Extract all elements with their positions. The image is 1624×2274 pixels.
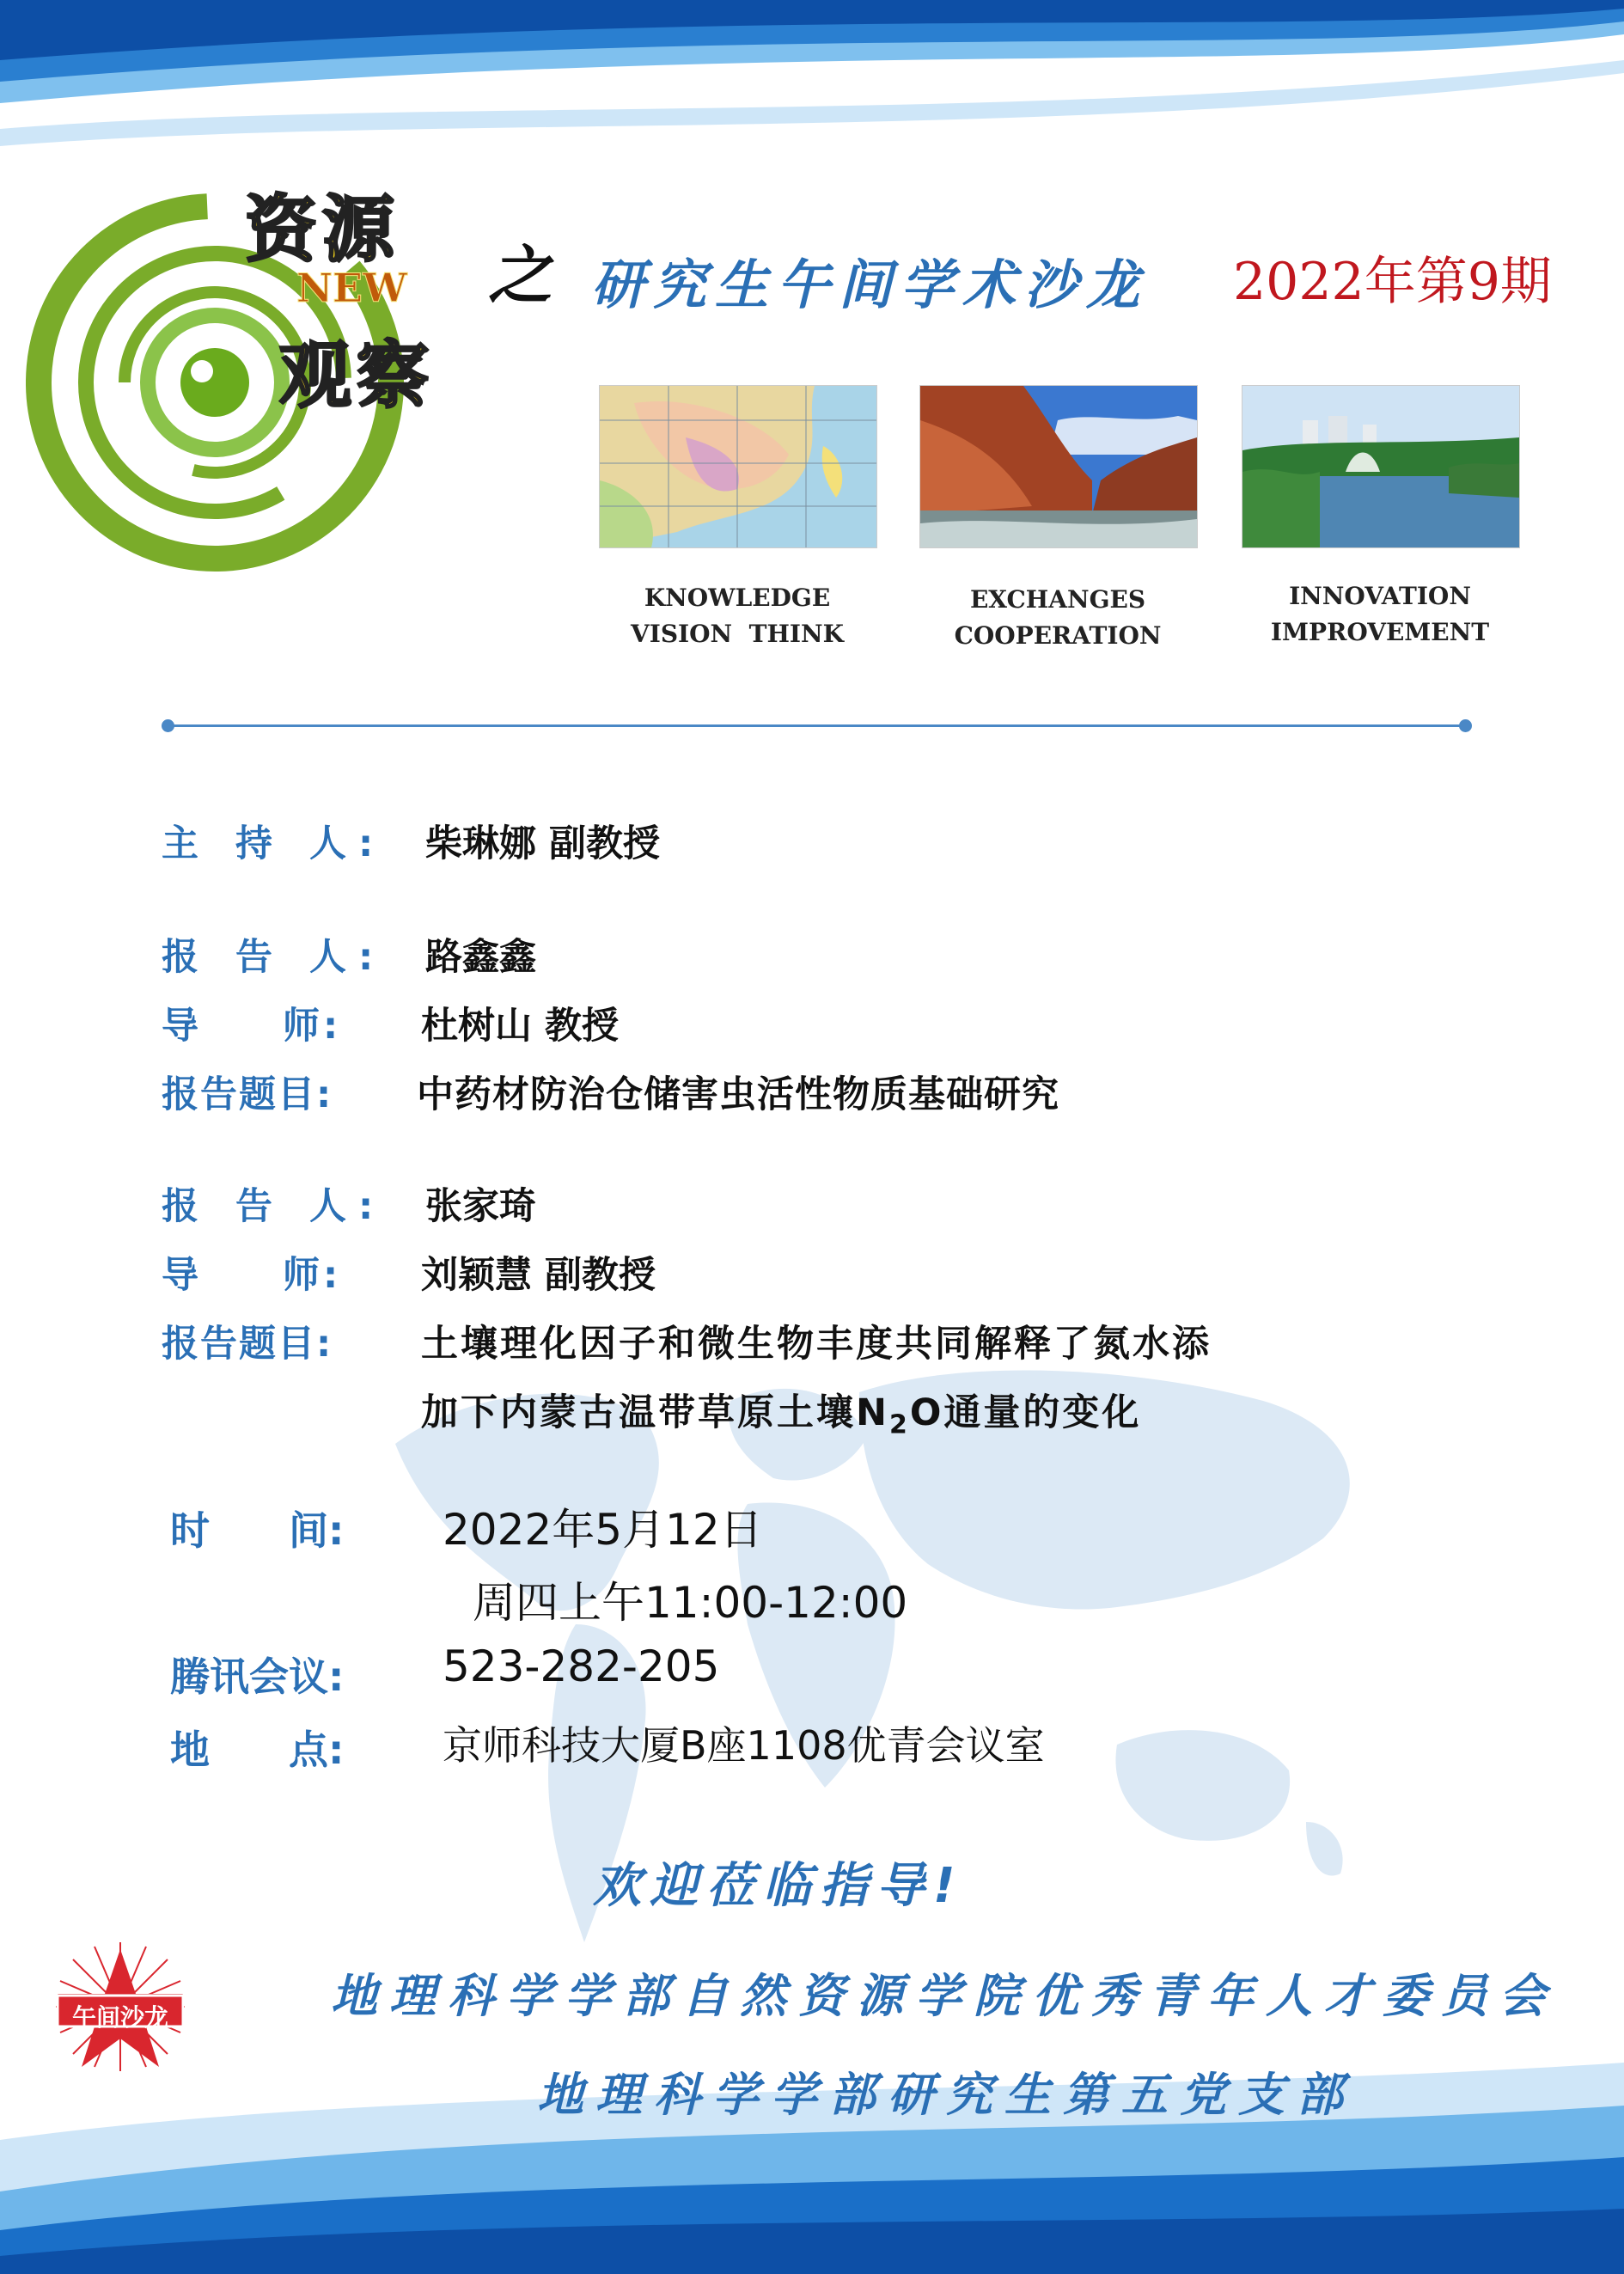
organizer-line-1: 地理科学学部自然资源学院优秀青年人才委员会	[331, 1969, 1558, 2023]
topic-line2-part-b: O通量的变化	[909, 1391, 1142, 1434]
place-value: 京师科技大厦B座1108优青会议室	[443, 1722, 1045, 1769]
divider-dot-left	[162, 719, 174, 732]
time-date: 2022年5月12日	[443, 1505, 763, 1555]
topic-text-line2	[421, 1384, 1141, 1440]
caption-knowledge	[599, 580, 876, 652]
organizer-line-2: 地理科学学部研究生第五党支部	[537, 2068, 1355, 2122]
caption-line: COOPERATION	[954, 621, 1162, 650]
reporter-name: 张家琦	[425, 1185, 536, 1228]
topic-label: 报告题目:	[162, 1323, 333, 1366]
caption-innovation	[1242, 578, 1518, 651]
salon-stamp	[47, 1934, 193, 2080]
top-wave-banner	[0, 0, 1624, 180]
advisor-label: 导 师:	[162, 1254, 342, 1297]
place-label: 地 点:	[170, 1727, 345, 1773]
meeting-label: 腾讯会议:	[170, 1654, 345, 1700]
topic-text-line1: 土壤理化因子和微生物丰度共同解释了氮水添	[421, 1323, 1212, 1366]
photo-map	[599, 385, 877, 548]
topic-line2-part-a: 加下内蒙古温带草原土壤N	[421, 1391, 889, 1434]
topic-line2-subscript: 2	[889, 1409, 910, 1440]
meeting-id: 523-282-205	[443, 1641, 720, 1691]
host-label: 主 持 人:	[162, 822, 386, 865]
time-hours: 周四上午11:00-12:00	[473, 1578, 908, 1628]
stamp-text: 午间沙龙	[71, 2003, 168, 2032]
salon-title: 研究生午间学术沙龙	[591, 254, 1149, 316]
welcome-text: 欢迎莅临指导!	[593, 1858, 964, 1914]
issue-number: 2022年第9期	[1233, 252, 1552, 312]
photo-canyon	[919, 385, 1198, 548]
caption-exchanges	[919, 582, 1196, 654]
topic-text: 中药材防治仓储害虫活性物质基础研究	[417, 1073, 1059, 1116]
advisor-name: 刘颖慧 副教授	[421, 1254, 656, 1297]
caption-line: VISION THINK	[631, 620, 844, 648]
logo-text-new: NEW	[296, 265, 407, 311]
photo-lake-city	[1242, 385, 1520, 548]
caption-line: INNOVATION	[1289, 582, 1471, 610]
logo-text-zi-yuan: 资源	[245, 186, 400, 272]
advisor-name: 杜树山 教授	[421, 1005, 619, 1048]
divider-dot-right	[1459, 719, 1472, 732]
reporter-label: 报 告 人:	[162, 1185, 386, 1228]
topic-label: 报告题目:	[162, 1073, 333, 1116]
divider-line	[168, 724, 1465, 727]
reporter-label: 报 告 人:	[162, 936, 386, 979]
reporter-name: 路鑫鑫	[425, 936, 536, 979]
caption-line: KNOWLEDGE	[644, 584, 831, 612]
advisor-label: 导 师:	[162, 1005, 342, 1048]
time-label: 时 间:	[170, 1507, 345, 1554]
host-value: 柴琳娜 副教授	[425, 822, 660, 865]
connector-zhi: 之	[488, 239, 552, 313]
logo-text-guan-cha: 观察	[279, 333, 435, 418]
caption-line: IMPROVEMENT	[1270, 618, 1490, 646]
caption-line: EXCHANGES	[969, 585, 1146, 614]
